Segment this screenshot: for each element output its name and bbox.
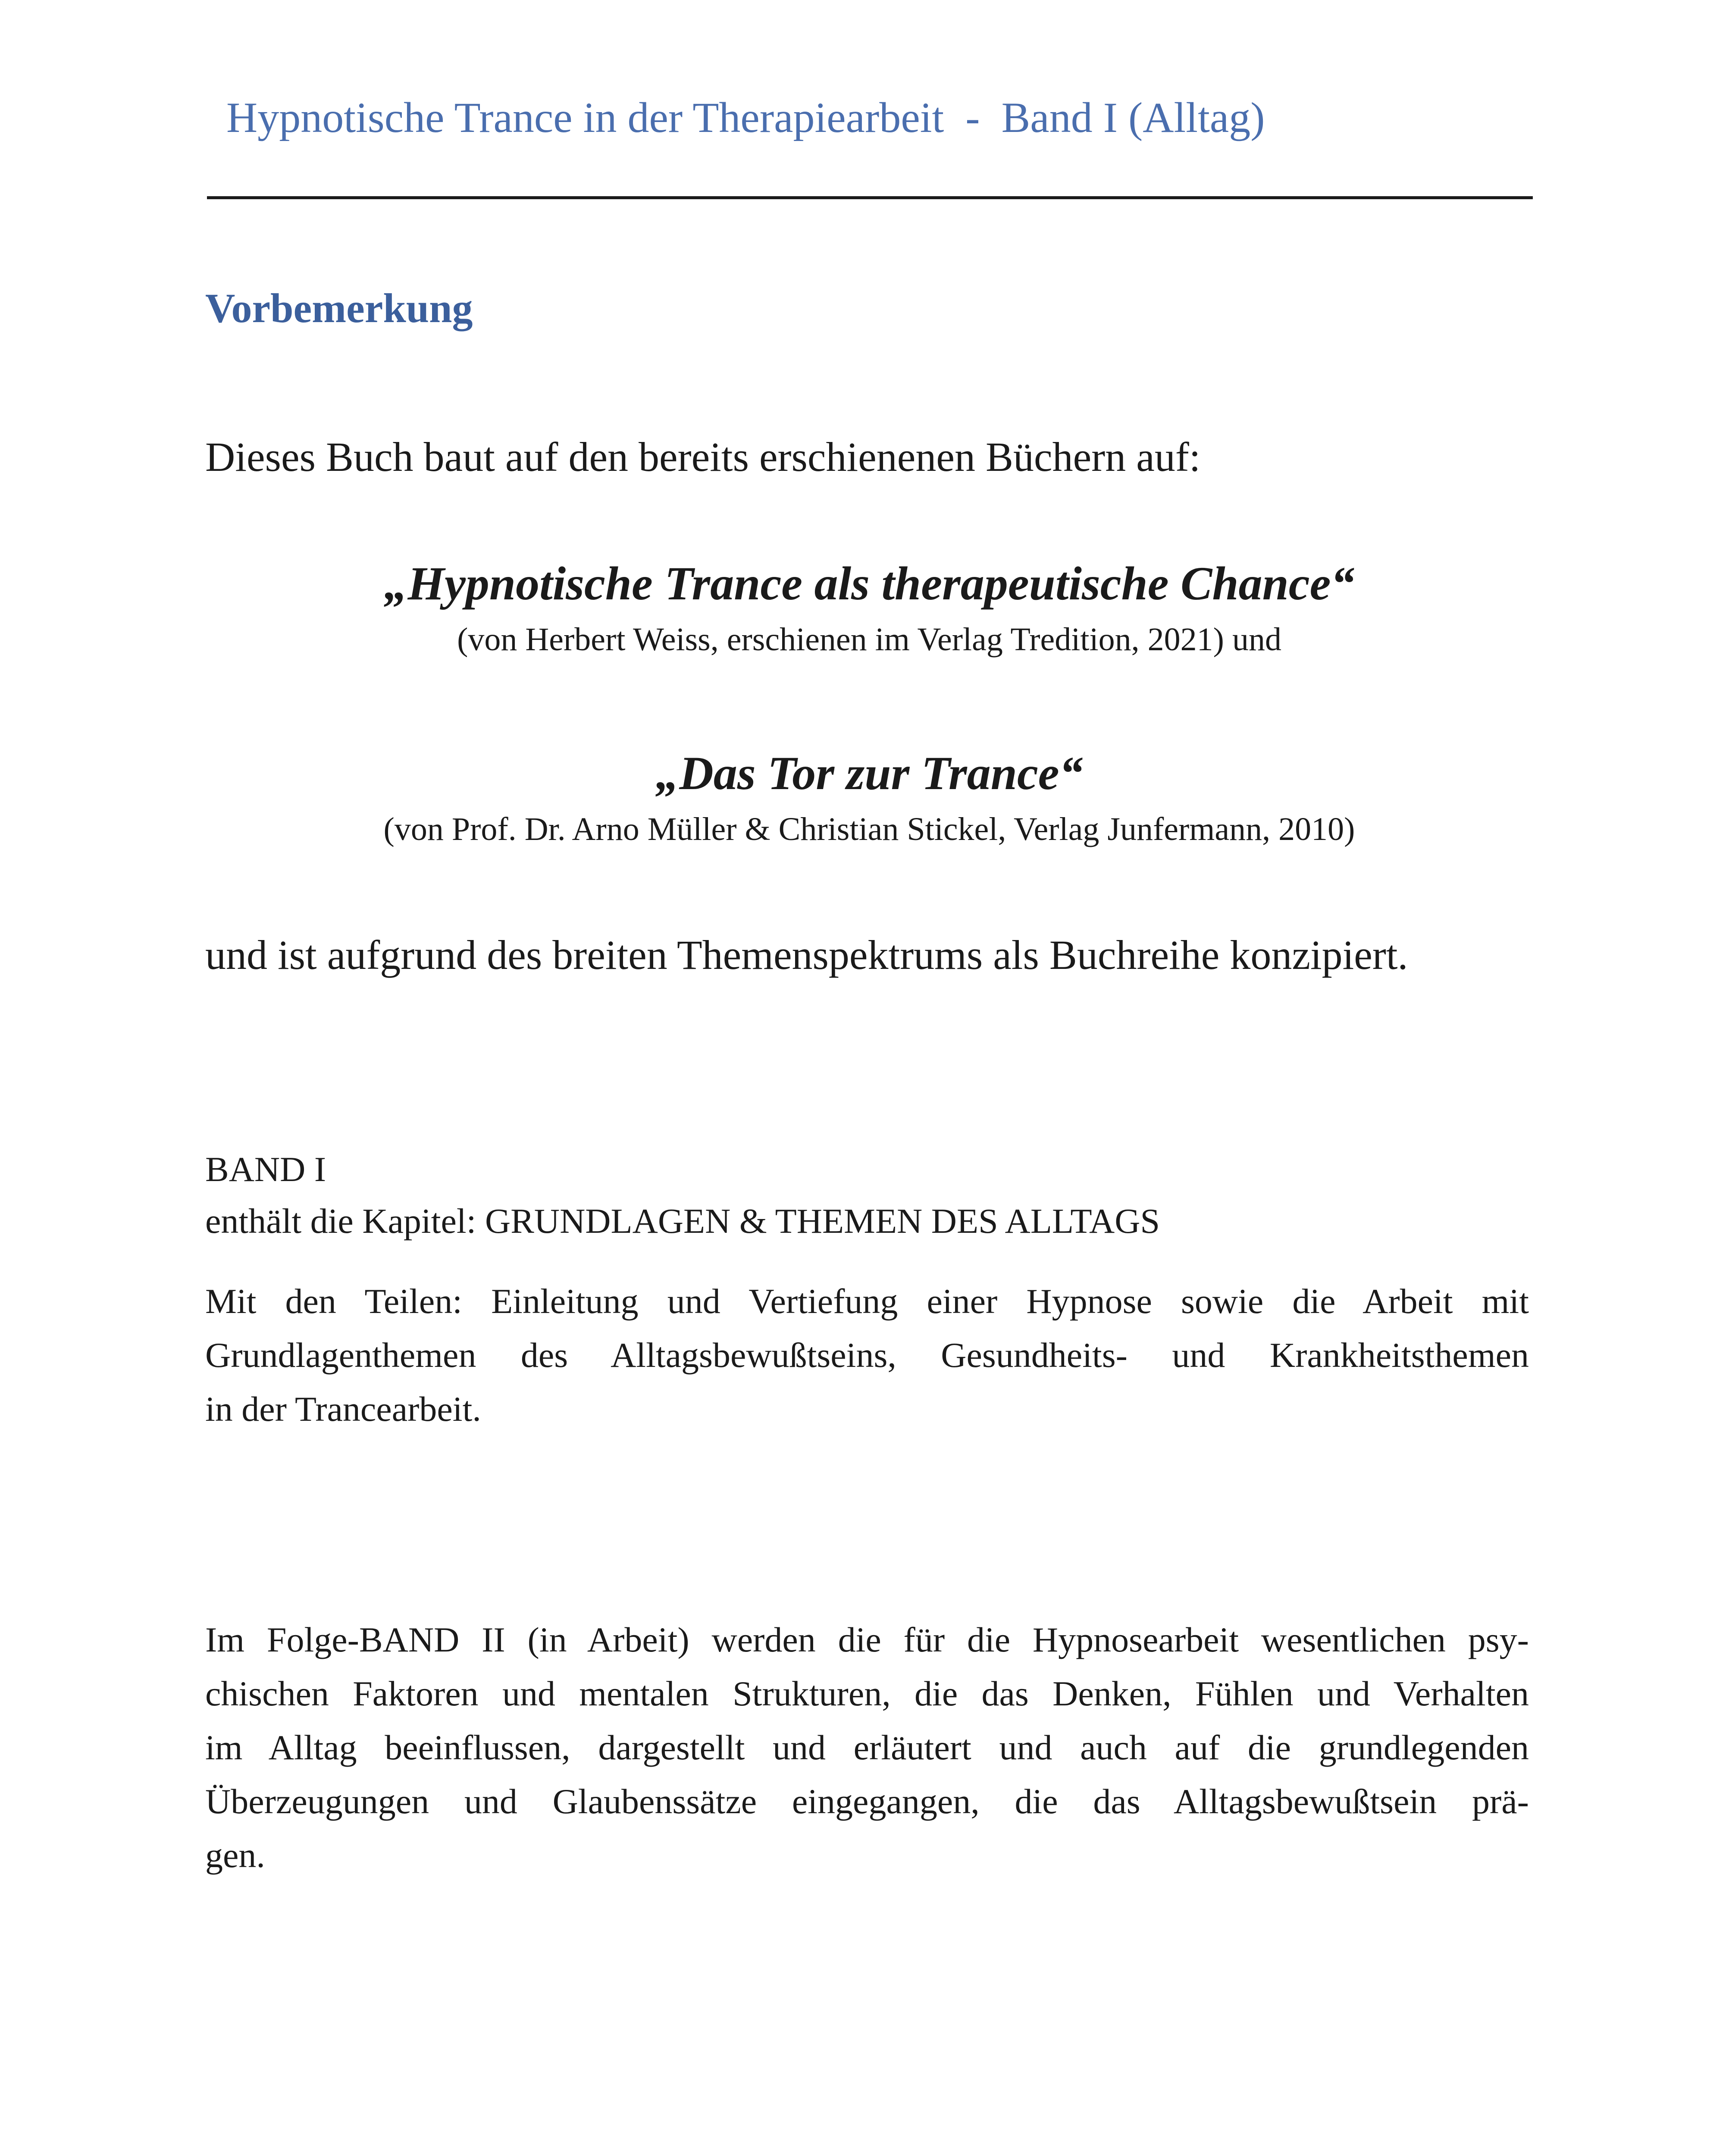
band-1-label: BAND I bbox=[205, 1150, 326, 1189]
page-header-title: Hypnotische Trance in der Therapiearbeit - Band I (Alltag) bbox=[226, 94, 1265, 141]
book-citation-1: (von Herbert Weiss, erschienen im Verlag Tredition, 2021) und bbox=[457, 621, 1281, 658]
text-line: Mit den Teilen: Einleitung und Vertiefung einer Hypnose sowie die Arbeit mit bbox=[205, 1282, 1529, 1321]
header-divider bbox=[207, 196, 1533, 199]
text-line: Im Folge-BAND II (in Arbeit) werden die für die Hypnosearbeit wesentlichen psy- bbox=[205, 1620, 1529, 1659]
band-1-description bbox=[205, 1274, 1529, 1436]
text-line: in der Trancearbeit. bbox=[205, 1389, 481, 1429]
band-2-description bbox=[205, 1613, 1529, 1882]
band-1-chapters: enthält die Kapitel: GRUNDLAGEN & THEMEN DES ALLTAGS bbox=[205, 1201, 1160, 1241]
text-line: chischen Faktoren und mentalen Strukturen, die das Denken, Fühlen und Verhalten bbox=[205, 1674, 1529, 1713]
book-citation-2: (von Prof. Dr. Arno Müller & Christian Stickel, Verlag Junfermann, 2010) bbox=[383, 811, 1355, 847]
series-concept-paragraph: und ist aufgrund des breiten Themenspektrums als Buchreihe konzipiert. bbox=[205, 932, 1408, 978]
book-title-1: „Hypnotische Trance als therapeutische Chance“ bbox=[384, 557, 1355, 610]
book-title-2: „Das Tor zur Trance“ bbox=[655, 747, 1083, 799]
text-line: Grundlagenthemen des Alltagsbewußtseins, Gesundheits- und Krankheitsthemen bbox=[205, 1335, 1529, 1375]
text-line: im Alltag beeinflussen, dargestellt und erläutert und auch auf die grundlegenden bbox=[205, 1728, 1529, 1767]
section-heading: Vorbemerkung bbox=[205, 285, 473, 331]
text-line: Überzeugungen und Glaubenssätze eingegangen, die das Alltagsbewußtsein prä- bbox=[205, 1782, 1529, 1821]
text-line: gen. bbox=[205, 1836, 265, 1875]
intro-paragraph: Dieses Buch baut auf den bereits erschienenen Büchern auf: bbox=[205, 434, 1201, 480]
